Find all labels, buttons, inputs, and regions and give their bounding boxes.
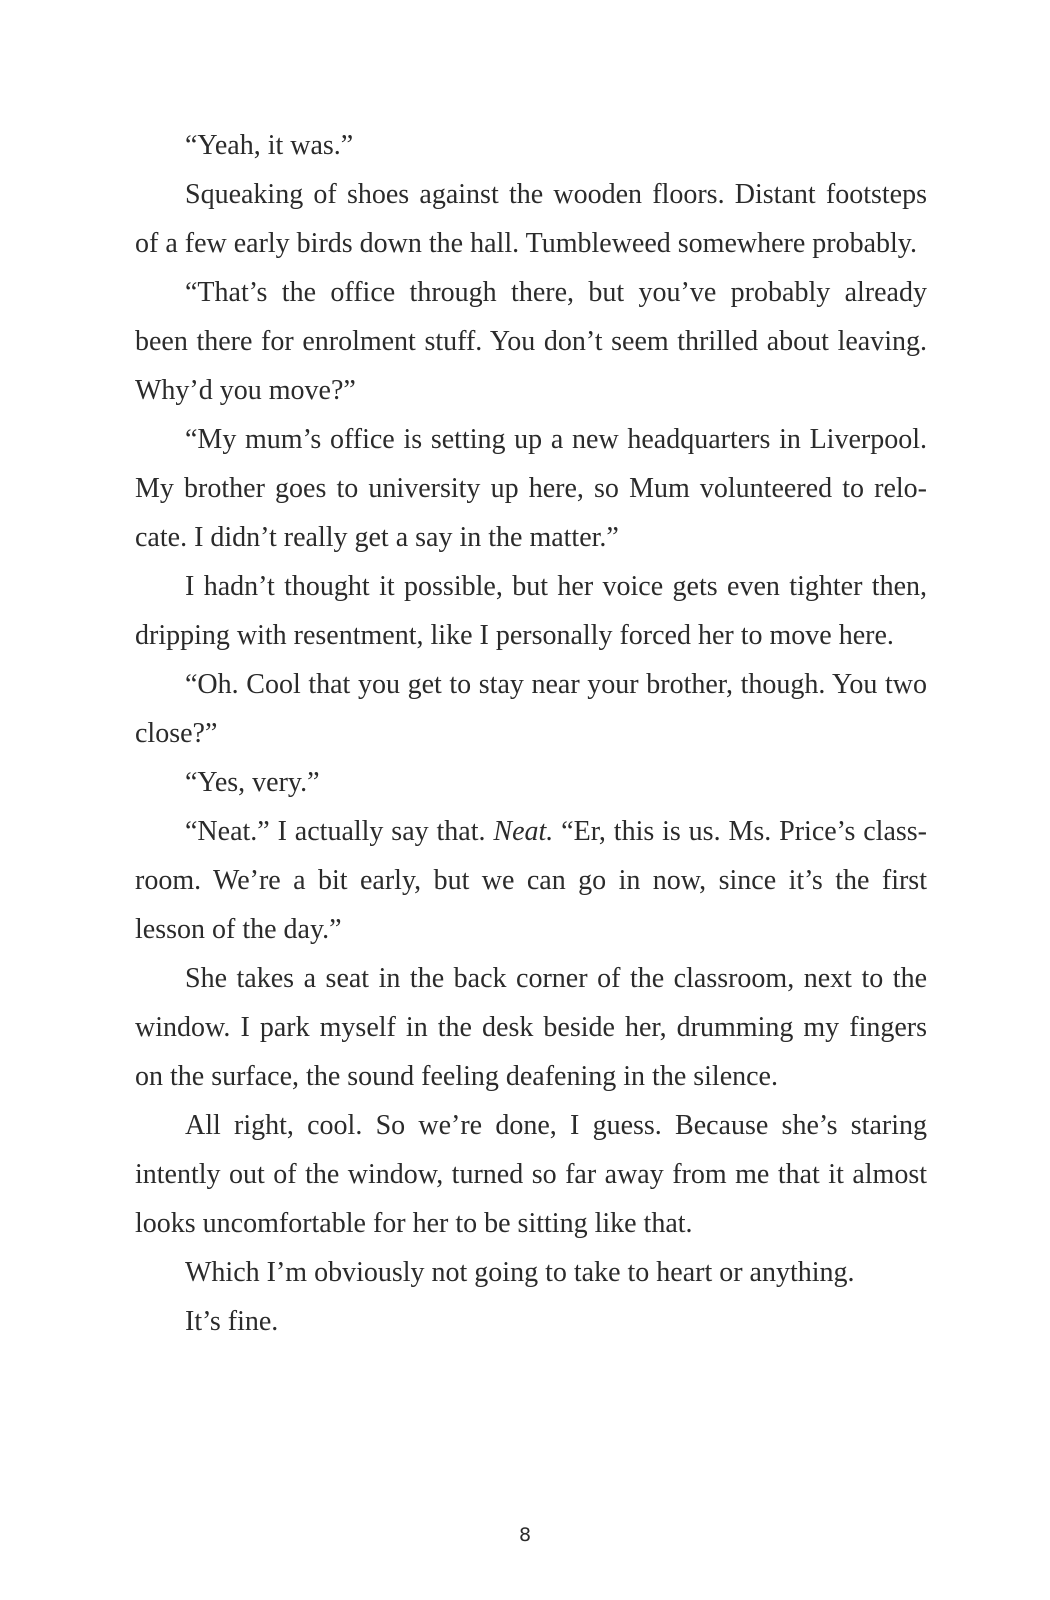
paragraph-8-before: “Neat.” I actually say that. <box>185 816 494 847</box>
paragraph-3: “That’s the office through there, but you’ve probably already been there for enrolment stuff. You don’t seem thrilled about leaving. Why’d you move?” <box>135 277 927 406</box>
paragraph-7: “Yes, very.” <box>185 767 320 798</box>
paragraph-12: It’s fine. <box>185 1306 279 1337</box>
emphasis-neat: Neat. <box>493 816 554 847</box>
paragraph-6: “Oh. Cool that you get to stay near your brother, though. You two close?” <box>135 669 927 749</box>
paragraph-10: All right, cool. So we’re done, I guess. Because she’s staring intently out of the window, turned so far away from me that it almost looks uncomfortable for her to be sitting like that. <box>135 1110 927 1239</box>
page-number: 8 <box>518 1524 532 1546</box>
paragraph-11: Which I’m obviously not going to take to heart or anything. <box>185 1257 855 1288</box>
paragraph-4: “My mum’s office is setting up a new headquarters in Liverpool. My brother goes to university up here, so Mum volunteered to relocate. I didn’t really get a say in the matter.” <box>135 424 927 553</box>
paragraph-8-after: “Er, this is us. Ms. Price’s classroom. We’re a bit early, but we can go in now, since it’s the first lesson of the day.” <box>135 816 927 945</box>
paragraph-5: I hadn’t thought it possible, but her voice gets even tighter then, dripping with resentment, like I personally forced her to move here. <box>135 571 927 651</box>
paragraph-9: She takes a seat in the back corner of the classroom, next to the window. I park myself in the desk beside her, drumming my fingers on the surface, the sound feeling deafening in the silence. <box>135 963 927 1092</box>
paragraph-8 <box>135 807 927 954</box>
paragraph-2: Squeaking of shoes against the wooden floors. Distant footsteps of a few early birds down the hall. Tumbleweed somewhere probably. <box>135 179 927 259</box>
body-text <box>135 121 927 1346</box>
paragraph-1: “Yeah, it was.” <box>185 130 354 161</box>
